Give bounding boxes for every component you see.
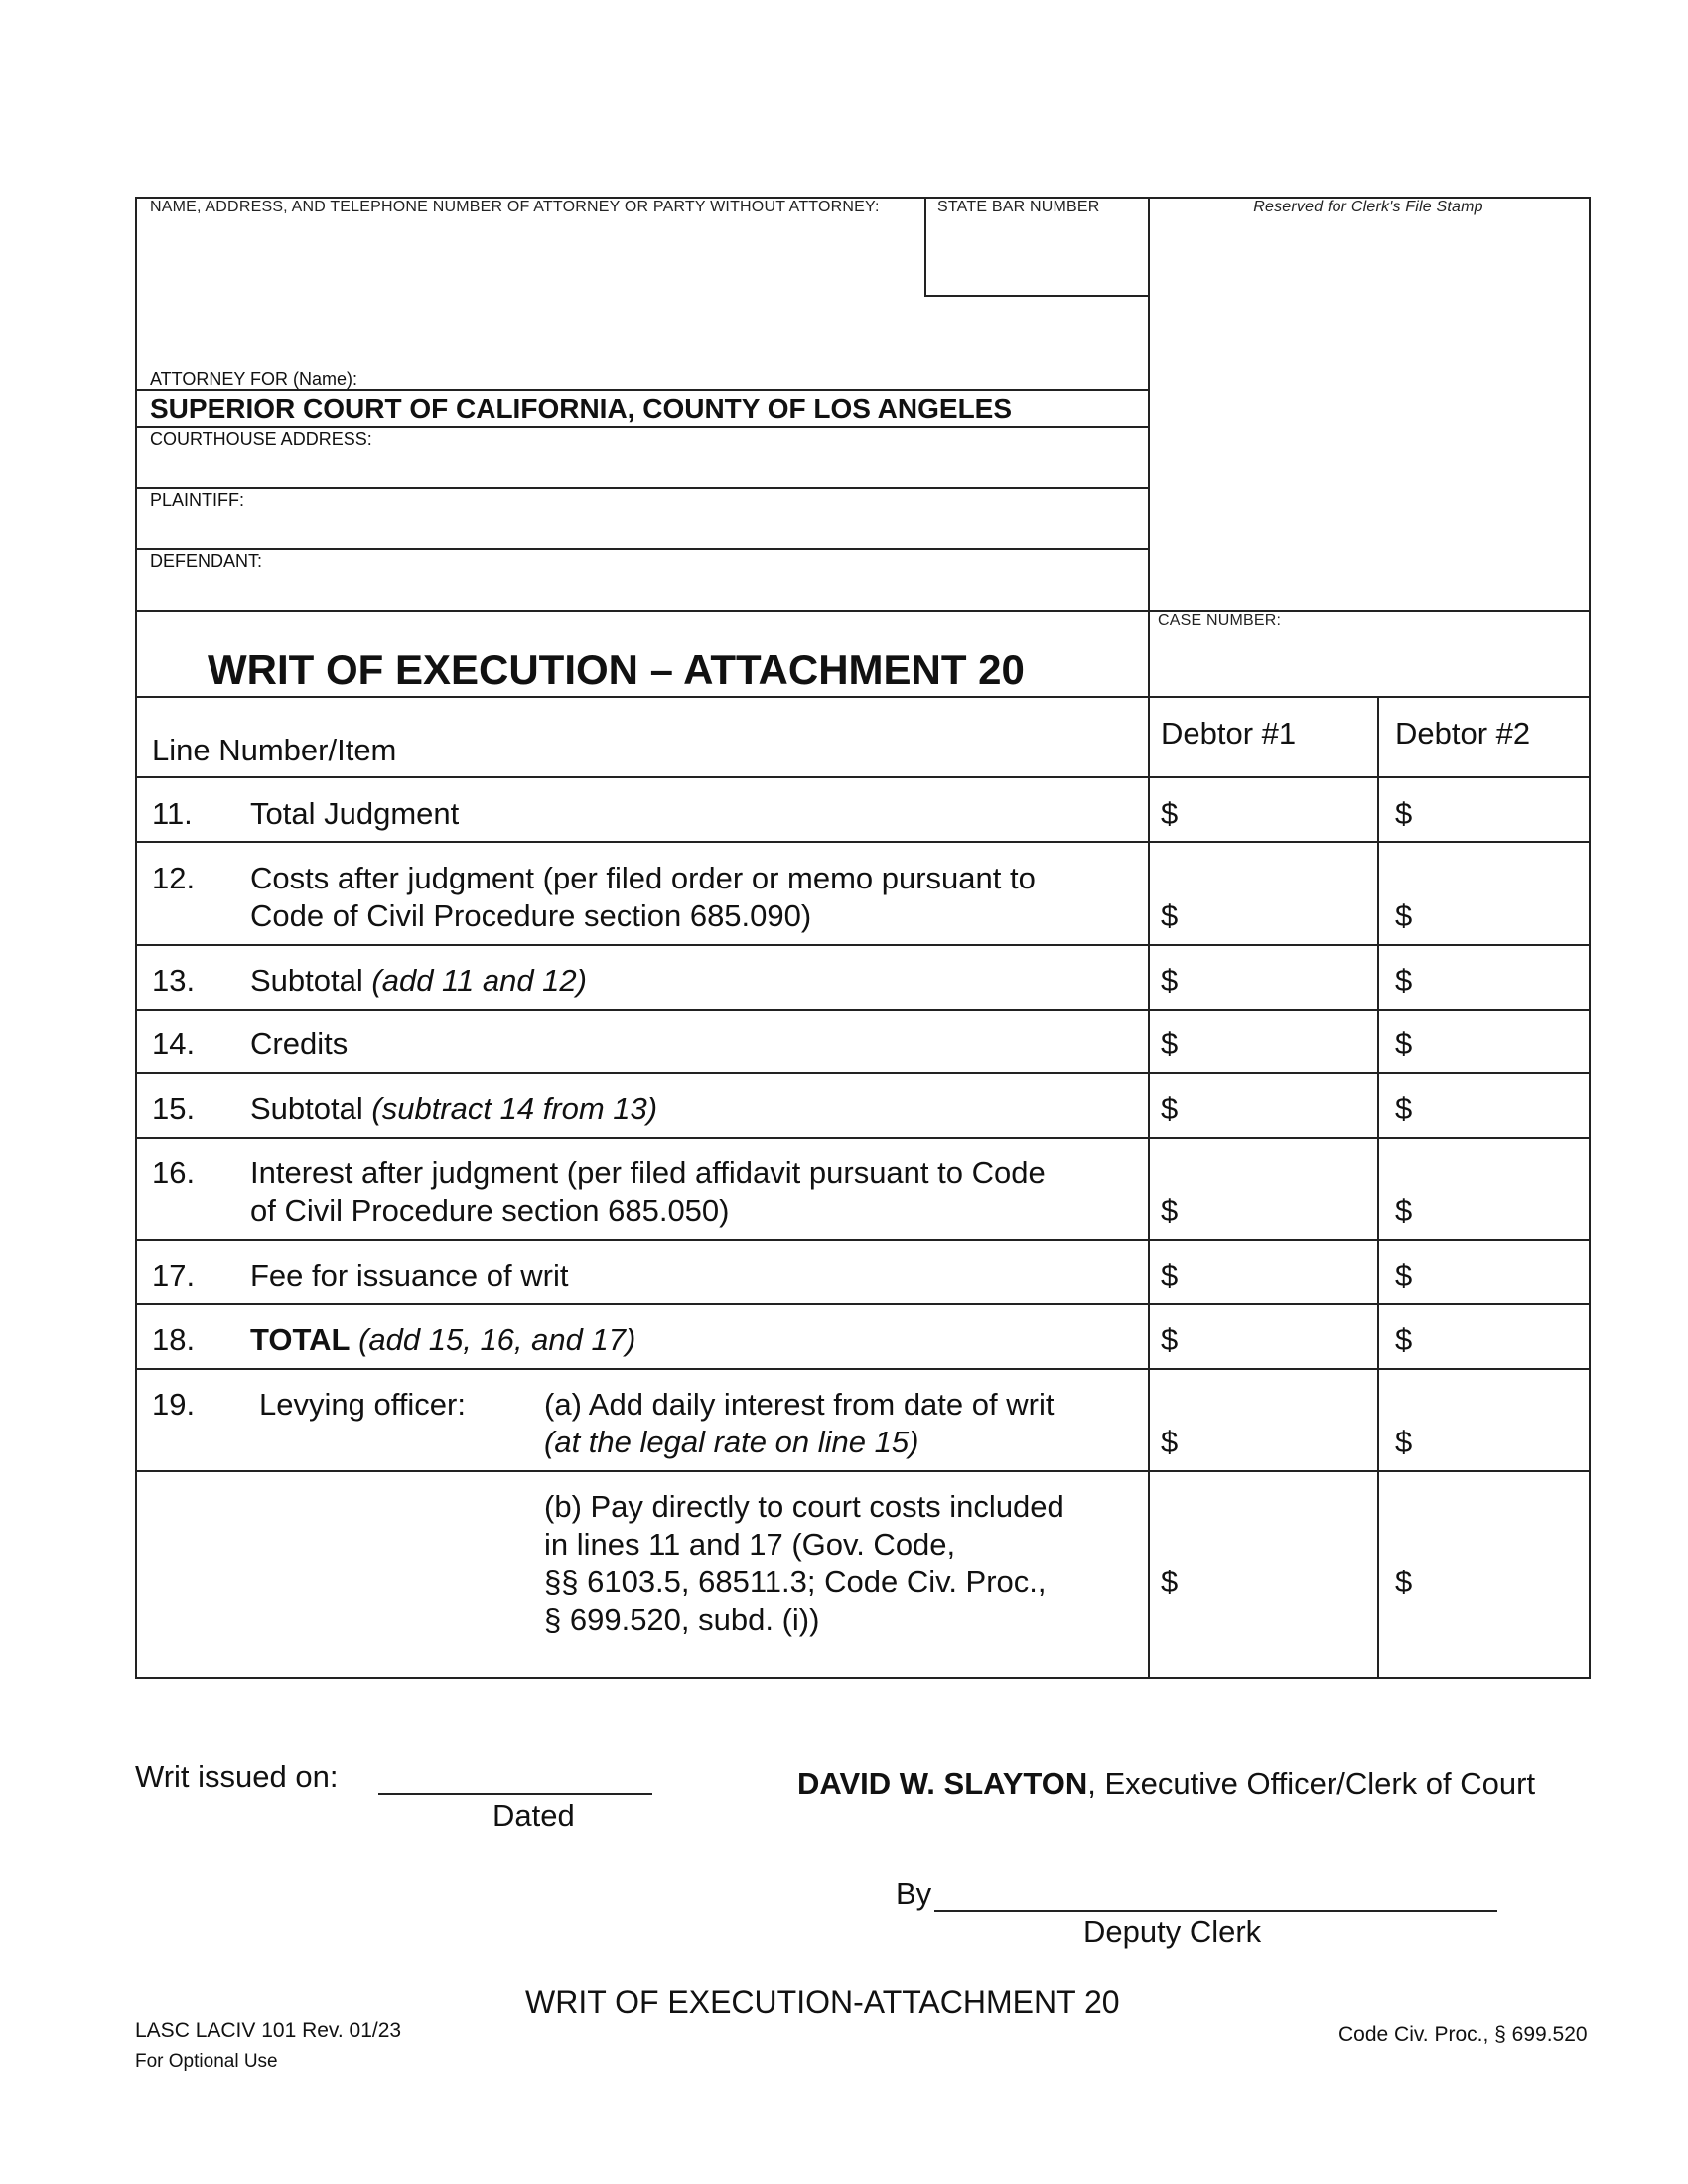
dated-label: Dated bbox=[492, 1798, 575, 1833]
deputy-signature-field[interactable] bbox=[934, 1910, 1497, 1912]
line-number: 12. bbox=[152, 861, 196, 895]
debtor1-amount-field[interactable]: $ bbox=[1161, 1193, 1179, 1228]
col-header-item: Line Number/Item bbox=[152, 733, 397, 767]
debtor1-amount-field[interactable]: $ bbox=[1161, 1026, 1179, 1061]
clerk-title: , Executive Officer/Clerk of Court bbox=[1087, 1766, 1536, 1801]
debtor2-amount-field[interactable]: $ bbox=[1395, 1322, 1413, 1357]
defendant-label: DEFENDANT: bbox=[150, 551, 263, 571]
optional-use-note: For Optional Use bbox=[135, 2051, 278, 2072]
clerk-stamp-label: Reserved for Clerk's File Stamp bbox=[1253, 199, 1483, 215]
line-number: 19. bbox=[152, 1387, 196, 1422]
debtor2-amount-field[interactable]: $ bbox=[1395, 963, 1413, 998]
debtor2-amount-field[interactable]: $ bbox=[1395, 1258, 1413, 1293]
debtor2-amount-field[interactable]: $ bbox=[1395, 1026, 1413, 1061]
by-label: By bbox=[896, 1876, 932, 1911]
form-title: WRIT OF EXECUTION – ATTACHMENT 20 bbox=[208, 646, 1025, 693]
issue-date-field[interactable] bbox=[378, 1793, 652, 1795]
line-number: 18. bbox=[152, 1322, 196, 1357]
line-item: Subtotal bbox=[250, 963, 363, 998]
col-header-debtor2: Debtor #2 bbox=[1395, 716, 1531, 751]
debtor1-amount-field[interactable]: $ bbox=[1161, 1322, 1179, 1357]
line-number: 17. bbox=[152, 1258, 196, 1293]
deputy-clerk-label: Deputy Clerk bbox=[1083, 1914, 1262, 1949]
state-bar-label: STATE BAR NUMBER bbox=[937, 199, 1100, 215]
line-item-note: (add 15, 16, and 17) bbox=[358, 1322, 636, 1357]
line-item: TOTAL bbox=[250, 1322, 351, 1357]
court-name: SUPERIOR COURT OF CALIFORNIA, COUNTY OF LOS ANGELES bbox=[150, 393, 1013, 424]
line-item: Credits bbox=[250, 1026, 349, 1061]
line-number: 16. bbox=[152, 1156, 196, 1190]
line-number: 11. bbox=[152, 796, 193, 831]
line-item-cont: § 699.520, subd. (i)) bbox=[544, 1602, 820, 1637]
form-code: LASC LACIV 101 Rev. 01/23 bbox=[135, 2019, 402, 2042]
courthouse-address-label: COURTHOUSE ADDRESS: bbox=[150, 429, 372, 449]
line-number: 13. bbox=[152, 963, 196, 998]
line-item: (a) Add daily interest from date of writ bbox=[544, 1387, 1055, 1422]
line-item-cont: in lines 11 and 17 (Gov. Code, bbox=[544, 1527, 956, 1562]
debtor1-amount-field[interactable]: $ bbox=[1161, 1091, 1179, 1126]
line-number: 15. bbox=[152, 1091, 196, 1126]
line-item-note: (add 11 and 12) bbox=[371, 963, 587, 998]
case-number-label: CASE NUMBER: bbox=[1158, 613, 1282, 629]
debtor2-amount-field[interactable]: $ bbox=[1395, 1425, 1413, 1459]
debtor2-amount-field[interactable]: $ bbox=[1395, 898, 1413, 933]
levying-officer-label: Levying officer: bbox=[259, 1387, 466, 1422]
debtor1-amount-field[interactable]: $ bbox=[1161, 796, 1179, 831]
col-header-debtor1: Debtor #1 bbox=[1161, 716, 1297, 751]
line-item-cont: of Civil Procedure section 685.050) bbox=[250, 1193, 730, 1228]
debtor2-amount-field[interactable]: $ bbox=[1395, 1193, 1413, 1228]
debtor2-amount-field[interactable]: $ bbox=[1395, 1565, 1413, 1599]
line-item: Costs after judgment (per filed order or memo pursuant to bbox=[250, 861, 1036, 895]
writ-issued-label: Writ issued on: bbox=[135, 1759, 339, 1794]
line-item: Total Judgment bbox=[250, 796, 460, 831]
line-item: (b) Pay directly to court costs included bbox=[544, 1489, 1064, 1524]
line-item: Subtotal bbox=[250, 1091, 363, 1126]
debtor1-amount-field[interactable]: $ bbox=[1161, 1425, 1179, 1459]
line-item: Interest after judgment (per filed affidavit pursuant to Code bbox=[250, 1156, 1046, 1190]
line-item-note: (at the legal rate on line 15) bbox=[544, 1425, 919, 1459]
debtor1-amount-field[interactable]: $ bbox=[1161, 1258, 1179, 1293]
debtor2-amount-field[interactable]: $ bbox=[1395, 1091, 1413, 1126]
debtor1-amount-field[interactable]: $ bbox=[1161, 898, 1179, 933]
attorney-name-label: NAME, ADDRESS, AND TELEPHONE NUMBER OF ATTORNEY OR PARTY WITHOUT ATTORNEY: bbox=[150, 199, 880, 215]
plaintiff-label: PLAINTIFF: bbox=[150, 490, 245, 510]
clerk-name: DAVID W. SLAYTON bbox=[797, 1766, 1088, 1801]
code-reference: Code Civ. Proc., § 699.520 bbox=[1338, 2023, 1588, 2046]
line-number: 14. bbox=[152, 1026, 196, 1061]
footer-title: WRIT OF EXECUTION-ATTACHMENT 20 bbox=[525, 1984, 1120, 2020]
line-item: Fee for issuance of writ bbox=[250, 1258, 569, 1293]
line-item-cont: Code of Civil Procedure section 685.090) bbox=[250, 898, 812, 933]
attorney-for-label: ATTORNEY FOR (Name): bbox=[150, 369, 358, 389]
line-item-note: (subtract 14 from 13) bbox=[371, 1091, 658, 1126]
debtor2-amount-field[interactable]: $ bbox=[1395, 796, 1413, 831]
line-item-cont: §§ 6103.5, 68511.3; Code Civ. Proc., bbox=[544, 1565, 1047, 1599]
debtor1-amount-field[interactable]: $ bbox=[1161, 963, 1179, 998]
debtor1-amount-field[interactable]: $ bbox=[1161, 1565, 1179, 1599]
